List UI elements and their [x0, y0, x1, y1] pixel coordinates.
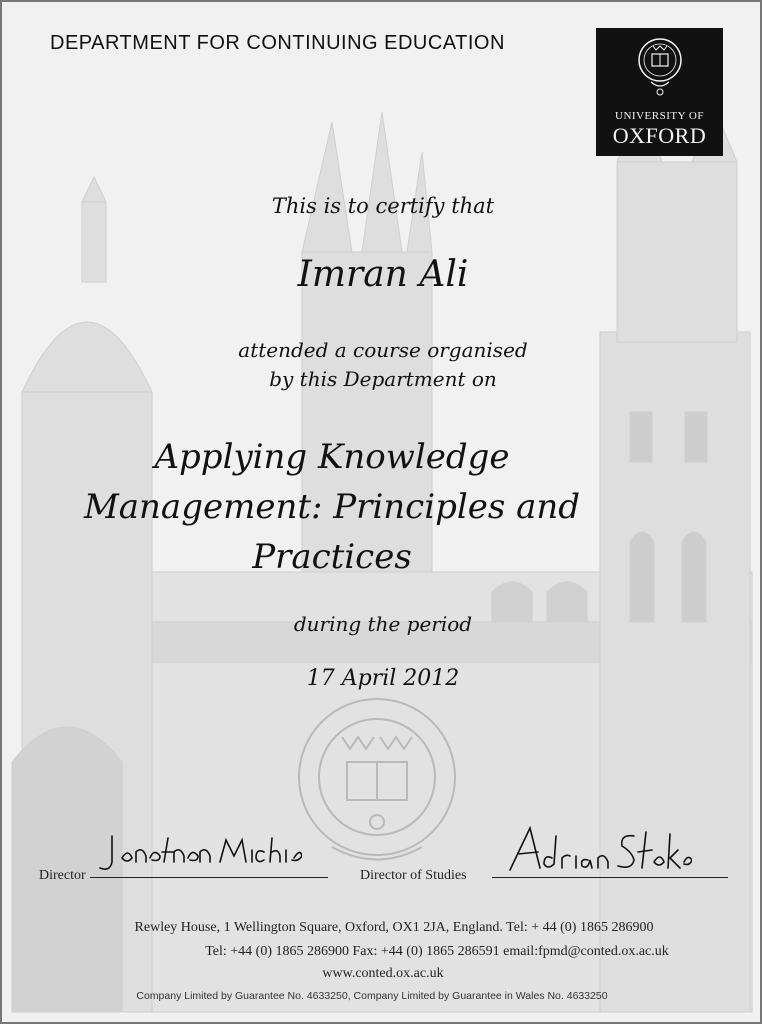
footer-company: Company Limited by Guarantee No. 4633250, Company Limited by Guarantee in Wales No. 4633250	[136, 990, 608, 1002]
footer-contact: Tel: +44 (0) 1865 286900 Fax: +44 (0) 1865 286591 email:fpmd@conted.ox.ac.uk	[205, 944, 669, 959]
university-crest-icon	[637, 34, 683, 100]
course-line-3: Practices	[252, 537, 412, 577]
attended-line-1: attended a course organised	[238, 338, 528, 362]
recipient-name: Imran Ali	[297, 254, 469, 295]
period-label: during the period	[293, 612, 473, 636]
department-name: DEPARTMENT FOR CONTINUING EDUCATION	[50, 32, 505, 54]
university-seal	[292, 697, 462, 867]
course-line-1: Applying Knowledge	[154, 437, 510, 477]
course-title	[2, 432, 662, 582]
course-date: 17 April 2012	[306, 666, 460, 691]
oxford-logo	[596, 28, 723, 156]
director-of-studies-label: Director of Studies	[360, 868, 467, 883]
footer-address: Rewley House, 1 Wellington Square, Oxford, OX1 2JA, England. Tel: + 44 (0) 1865 286900	[134, 920, 654, 935]
studies-signature	[502, 822, 692, 876]
studies-signature-line	[492, 877, 728, 878]
director-signature	[92, 828, 302, 876]
attended-text	[2, 336, 762, 394]
attended-line-2: by this Department on	[269, 367, 497, 391]
footer-website[interactable]: www.conted.ox.ac.uk	[322, 966, 444, 981]
course-line-2: Management: Principles and	[83, 487, 581, 527]
logo-university-of: UNIVERSITY OF	[615, 110, 704, 122]
logo-oxford: OXFORD	[612, 123, 707, 148]
certify-intro: This is to certify that	[271, 194, 495, 218]
director-label: Director	[39, 868, 86, 883]
director-signature-line	[90, 877, 328, 878]
